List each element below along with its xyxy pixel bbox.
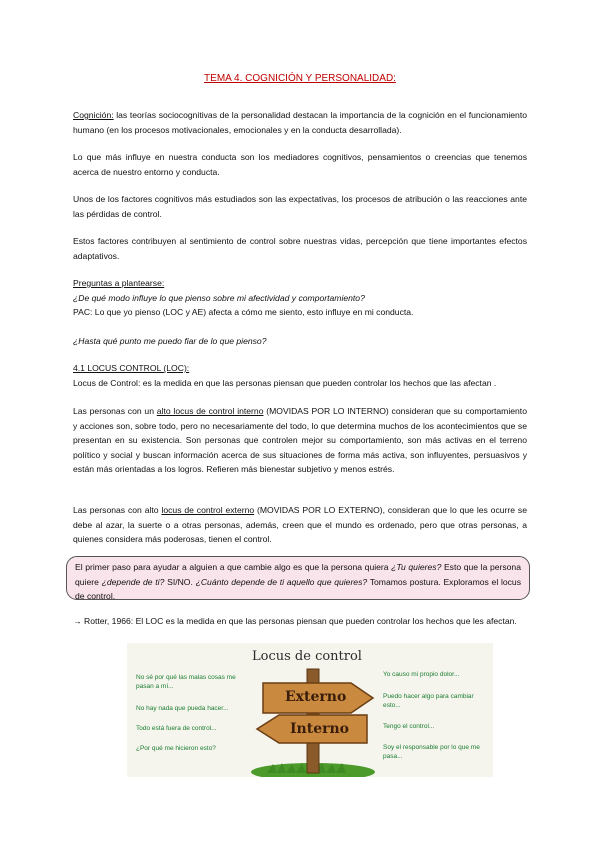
interno-term: alto locus de control interno: [156, 406, 264, 416]
questions-section: [73, 276, 527, 348]
question-2: ¿Hasta qué punto me puedo fiar de lo que pienso?: [73, 335, 267, 346]
callout-text-f: ¿Cuánto depende de ti aquello que quieres?: [195, 576, 368, 587]
paragraph-mediadores: Lo que más influye en nuestra conducta son los mediadores cognitivos, pensamientos o creencias que tenemos acerca de nuestro entorno y conducta.: [73, 152, 527, 177]
locus-infographic: [127, 643, 493, 777]
paragraph-sentimiento-control: Estos factores contribuyen al sentimiento de control sobre nuestras vidas, percepción que tiene importantes efectos adaptativos.: [73, 236, 527, 261]
paragraph-rotter: → Rotter, 1966: El LOC es la medida en que las personas piensan que pueden controlar los hechos que les afectan.: [73, 616, 517, 626]
callout-text-g: Tomamos postura. Exploramos el locus de control.: [75, 576, 521, 601]
externo-intro: Las personas con alto: [73, 505, 162, 515]
callout-text-d: ¿depende de ti?: [101, 576, 165, 587]
infographic-title: Locus de control: [252, 649, 362, 664]
cognicion-text: las teorías sociocognitivas de la personalidad destacan la importancia de la cognición en el funcionamiento humano (en los procesos motivacionales, emocionales y en la conducta desarrollada).: [73, 110, 527, 135]
sign-externo: Externo: [285, 689, 347, 705]
right-quote-1: Yo causo mi propio dolor...: [383, 671, 460, 678]
pac-answer: PAC: Lo que yo pienso (LOC y AE) afecta a cómo me siento, esto influye en mi conducta.: [73, 307, 414, 317]
cognicion-label: Cognición:: [73, 110, 114, 120]
right-quote-2: Puedo hacer algo para cambiar esto...: [383, 693, 474, 709]
loc-heading: 4.1 LOCUS CONTROL (LOC):: [73, 363, 190, 373]
left-quote-1: No sé por qué las malas cosas me pasan a mí...: [136, 674, 236, 690]
right-quote-3: Tengo el control...: [383, 723, 435, 730]
callout-text-e: SI/NO.: [164, 576, 196, 587]
callout-text-b: ¿Tu quieres?: [391, 562, 442, 572]
callout-text-a: El primer paso para ayudar a alguien a que cambie algo es que la persona quiera: [75, 562, 392, 572]
left-quote-3: Todo está fuera de control...: [136, 725, 217, 732]
loc-section: [73, 361, 527, 390]
externo-text: (MOVIDAS POR LO EXTERNO), consideran que lo que les ocurre se debe al azar, la suerte o a otras personas, además, creen que el mundo es ordenado, pero que otras personas, a quienes considera más poderosas, tienen el control.: [73, 505, 527, 544]
page-title: TEMA 4. COGNICIÓN Y PERSONALIDAD:: [204, 73, 396, 84]
callout-box: [66, 556, 530, 600]
question-1: ¿De qué modo influye lo que pienso sobre mi afectividad y comportamiento?: [73, 292, 365, 303]
left-quote-2: No hay nada que pueda hacer...: [136, 705, 229, 712]
interno-text: (MOVIDAS POR LO INTERNO) consideran que su comportamiento y acciones son, sobre todo, pero no necesariamente del todo, lo que determina muchos de los acontecimientos que se presentan en su existencia. Son personas que controlen mejor su comportamiento, son más activas en el terreno político y social y buscan información acerca de sus situaciones de forma más activa, son influyentes, persuasivos y están más orientadas a los logros. Refieren más bienestar subjetivo y menos estrés.: [73, 406, 527, 474]
paragraph-factores: Unos de los factores cognitivos más estudiados son las expectativas, los procesos de atribución o las reacciones ante las pérdidas de control.: [73, 194, 527, 219]
questions-heading: Preguntas a plantearse:: [73, 278, 165, 288]
externo-term: locus de control externo: [161, 505, 255, 515]
paragraph-cognicion: [73, 108, 527, 137]
right-quote-4: Soy el responsable por lo que me pasa...: [383, 744, 480, 760]
loc-definition: Locus de Control: es la medida en que las personas piensan que pueden controlar los hechos que las afectan .: [73, 377, 497, 388]
callout-text-c: Esto que la persona quiere: [75, 562, 521, 587]
paragraph-locus-externo: [73, 503, 527, 547]
interno-intro: Las personas con un: [73, 406, 157, 416]
sign-interno: Interno: [290, 721, 349, 737]
left-quote-4: ¿Por qué me hicieron esto?: [136, 745, 216, 752]
paragraph-locus-interno: [73, 404, 527, 477]
